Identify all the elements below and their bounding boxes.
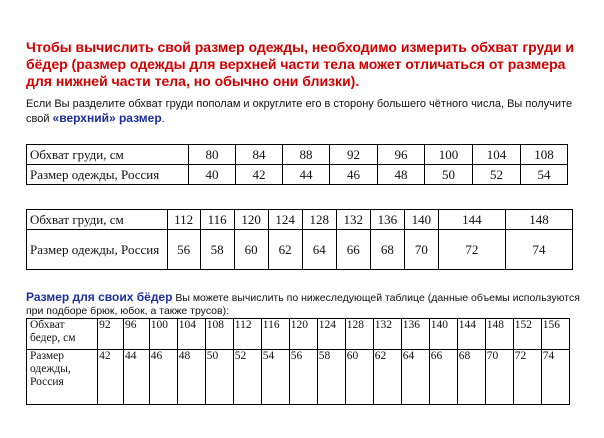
hip-value: 128: [345, 319, 373, 350]
hip-value: 152: [513, 319, 541, 350]
table-row: [27, 350, 570, 405]
hip-note-text: Вы можете вычислить по нижеследующей таблице (данные объемы используются при подборе брюк, юбок, а также трусов):: [26, 292, 580, 317]
size-value: 54: [521, 165, 568, 185]
hip-label: Обхват бедер, см: [27, 319, 98, 350]
hip-value: 132: [373, 319, 401, 350]
hip-value: 108: [205, 319, 233, 350]
chest-size-table-2: [26, 209, 573, 270]
chest-value: 148: [505, 210, 572, 230]
chest-value: 136: [370, 210, 404, 230]
size-label: Размер одежды, Россия: [27, 230, 168, 270]
size-value: 42: [236, 165, 283, 185]
size-value: 66: [336, 230, 370, 270]
size-value: 52: [233, 350, 261, 405]
size-value: 46: [330, 165, 378, 185]
chest-label: Обхват груди, см: [27, 145, 189, 165]
size-value: 64: [401, 350, 429, 405]
size-value: 50: [205, 350, 233, 405]
size-value: 68: [370, 230, 404, 270]
size-value: 60: [234, 230, 268, 270]
chest-value: 120: [234, 210, 268, 230]
size-value: 56: [167, 230, 200, 270]
hip-value: 120: [289, 319, 317, 350]
hip-value: 116: [261, 319, 289, 350]
upper-note-end: .: [161, 113, 165, 125]
chest-value: 116: [200, 210, 234, 230]
size-value: 56: [289, 350, 317, 405]
chest-value: 84: [236, 145, 283, 165]
size-value: 40: [189, 165, 236, 185]
chest-size-table-1: [26, 144, 568, 185]
size-value: 74: [541, 350, 569, 405]
size-value: 68: [457, 350, 485, 405]
intro-text: Чтобы вычислить свой размер одежды, необходимо измерить обхват груди и бёдер (размер одежды для верхней части тела может отличаться от размера для нижней части тела, но обычно они близки).: [26, 39, 574, 89]
chest-label: Обхват груди, см: [27, 210, 168, 230]
size-value: 64: [302, 230, 336, 270]
chest-value: 80: [189, 145, 236, 165]
size-value: 74: [505, 230, 572, 270]
upper-size-note: [26, 97, 586, 126]
chest-value: 124: [268, 210, 302, 230]
chest-value: 88: [283, 145, 330, 165]
table-row: [27, 145, 568, 165]
size-label: Размер одежды, Россия: [27, 165, 189, 185]
size-value: 54: [261, 350, 289, 405]
hip-value: 124: [317, 319, 345, 350]
chest-value: 104: [473, 145, 521, 165]
upper-size-highlight: «верхний» размер: [52, 111, 162, 125]
hip-value: 92: [98, 319, 124, 350]
hip-value: 100: [149, 319, 177, 350]
hip-size-note: [26, 291, 596, 318]
hip-value: 104: [177, 319, 205, 350]
size-value: 72: [438, 230, 505, 270]
chest-value: 100: [425, 145, 473, 165]
hip-size-highlight: Размер для своих бёдер: [26, 290, 173, 304]
size-value: 62: [373, 350, 401, 405]
size-value: 44: [283, 165, 330, 185]
size-value: 72: [513, 350, 541, 405]
size-value: 52: [473, 165, 521, 185]
hip-value: 136: [401, 319, 429, 350]
hip-size-table: [26, 318, 570, 405]
size-value: 42: [98, 350, 124, 405]
chest-value: 112: [167, 210, 200, 230]
table-row: [27, 230, 573, 270]
chest-value: 96: [378, 145, 425, 165]
chest-value: 108: [521, 145, 568, 165]
size-value: 48: [177, 350, 205, 405]
size-value: 48: [378, 165, 425, 185]
hip-value: 156: [541, 319, 569, 350]
hip-value: 96: [123, 319, 149, 350]
size-value: 70: [485, 350, 513, 405]
table-row: [27, 165, 568, 185]
hip-value: 144: [457, 319, 485, 350]
chest-value: 140: [404, 210, 438, 230]
size-value: 70: [404, 230, 438, 270]
size-value: 50: [425, 165, 473, 185]
hip-value: 112: [233, 319, 261, 350]
hip-value: 148: [485, 319, 513, 350]
chest-value: 144: [438, 210, 505, 230]
size-value: 66: [429, 350, 457, 405]
chest-value: 128: [302, 210, 336, 230]
upper-note-text: Если Вы разделите обхват груди пополам и округлите его в сторону большего чётного числа, Вы получите свой: [26, 98, 573, 125]
size-value: 44: [123, 350, 149, 405]
size-label: Размер одежды, Россия: [27, 350, 98, 405]
size-value: 58: [200, 230, 234, 270]
chest-value: 132: [336, 210, 370, 230]
chest-value: 92: [330, 145, 378, 165]
table-row: [27, 319, 570, 350]
hip-value: 140: [429, 319, 457, 350]
size-value: 58: [317, 350, 345, 405]
size-value: 62: [268, 230, 302, 270]
size-value: 46: [149, 350, 177, 405]
table-row: [27, 210, 573, 230]
size-value: 60: [345, 350, 373, 405]
